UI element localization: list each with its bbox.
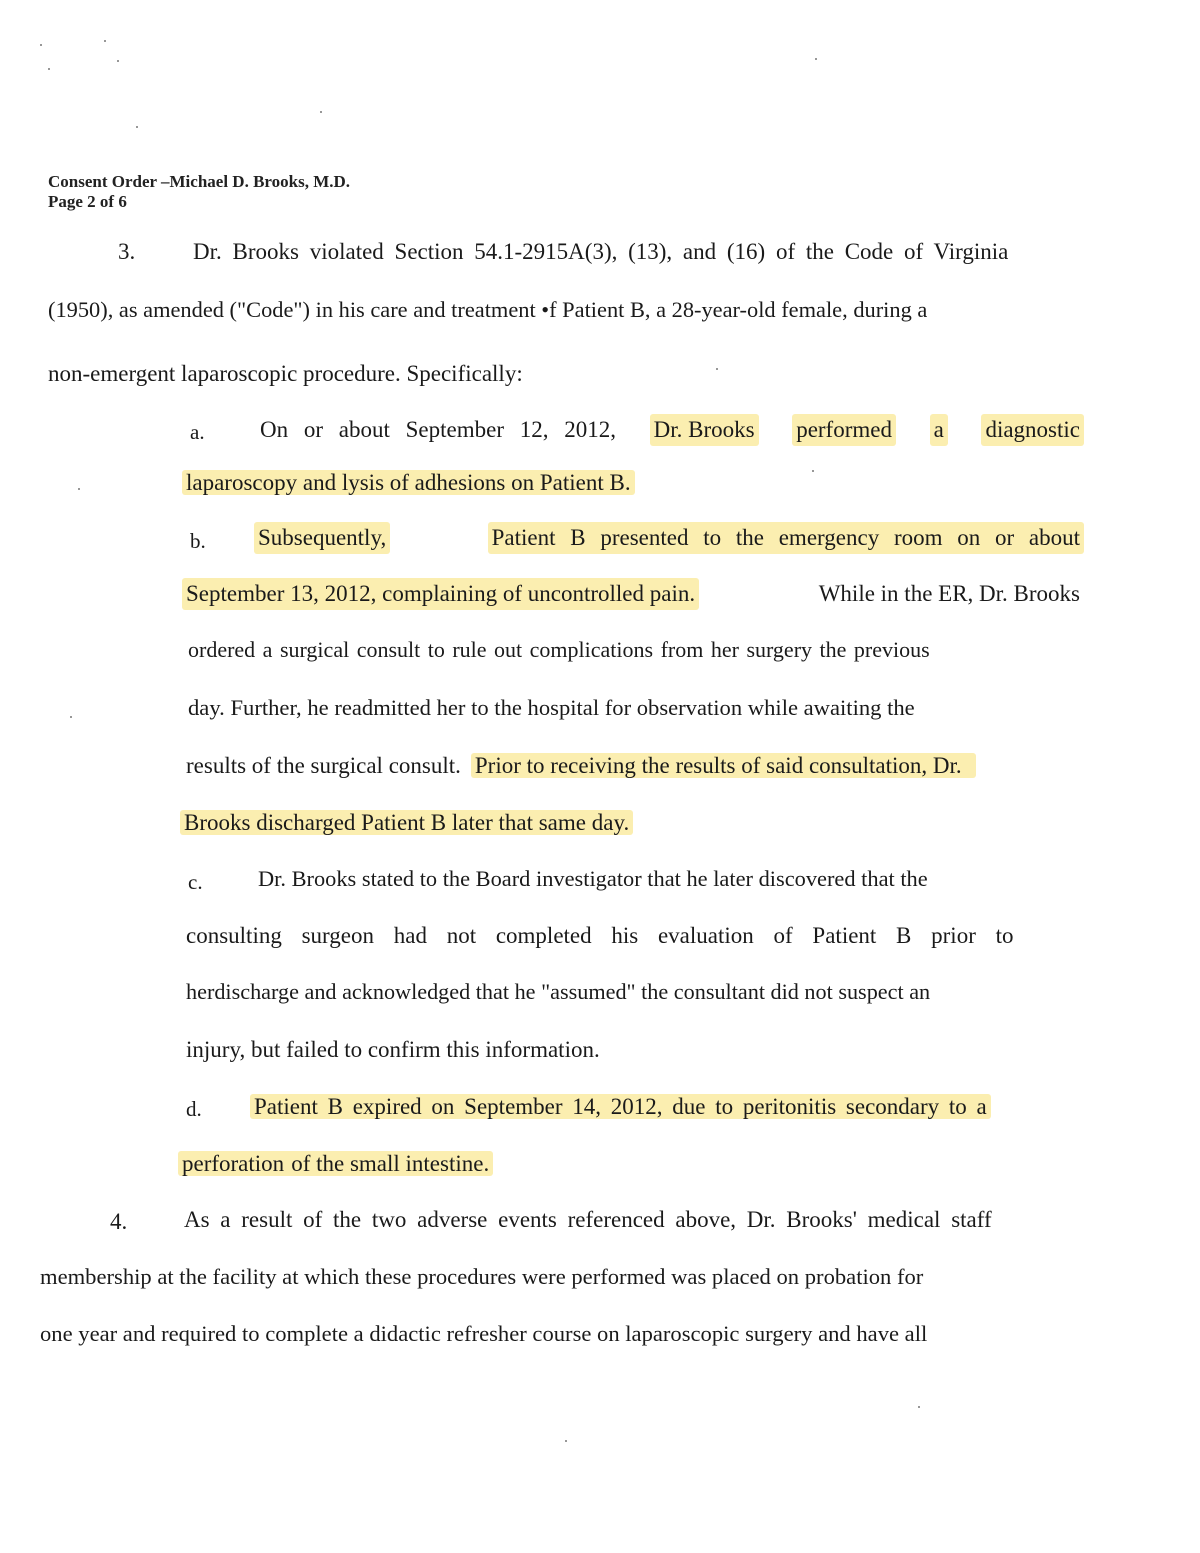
scan-speck bbox=[78, 488, 80, 490]
item-c-label: c. bbox=[188, 870, 203, 894]
item-b-line-1 bbox=[254, 522, 1084, 554]
item-b-line-3: ordered a surgical consult to rule out complications from her surgery the previous bbox=[188, 637, 930, 662]
para4-line-1: As a result of the two adverse events referenced above, Dr. Brooks' medical staff bbox=[184, 1207, 992, 1232]
item-b-highlight-4: Prior to receiving the results of said consultation, Dr. bbox=[471, 753, 976, 778]
scan-speck bbox=[918, 1406, 920, 1408]
para4-line-3: one year and required to complete a didactic refresher course on laparoscopic surgery and have all bbox=[40, 1321, 928, 1346]
item-d-highlight-2: perforation bbox=[178, 1151, 287, 1176]
item-c-line-3: herdischarge and acknowledged that he "assumed" the consultant did not suspect an bbox=[186, 979, 931, 1004]
item-a-highlight-5: laparoscopy and lysis of adhesions on Patient B. bbox=[182, 470, 635, 495]
item-a-highlight-2: performed bbox=[792, 414, 896, 446]
scan-speck bbox=[117, 60, 119, 62]
para4-number: 4. bbox=[110, 1209, 128, 1234]
header-title: Consent Order –Michael D. Brooks, M.D. bbox=[48, 172, 351, 191]
item-b-line-4: day. Further, he readmitted her to the hospital for observation while awaiting the bbox=[188, 695, 915, 720]
item-d-highlight-1: Patient B expired on September 14, 2012, due to peritonitis secondary to a bbox=[250, 1094, 991, 1119]
item-b-label: b. bbox=[190, 529, 206, 553]
scan-speck bbox=[136, 126, 138, 128]
item-a-line-2 bbox=[182, 467, 635, 499]
item-b-line-2 bbox=[182, 578, 1080, 610]
item-b-line-5 bbox=[186, 750, 976, 782]
scan-speck bbox=[716, 368, 718, 370]
scan-speck bbox=[815, 58, 817, 60]
scan-speck bbox=[812, 470, 814, 472]
para3-line-2: (1950), as amended ("Code") in his care and treatment •f Patient B, a 28-year-old female, during a bbox=[48, 297, 928, 322]
item-d-line-2 bbox=[178, 1148, 493, 1180]
scan-speck bbox=[104, 40, 106, 42]
item-d-line-1 bbox=[250, 1091, 991, 1123]
para3-line-3: non-emergent laparoscopic procedure. Specifically: bbox=[48, 361, 523, 386]
item-b-highlight-3: September 13, 2012, complaining of uncontrolled pain. bbox=[182, 578, 699, 610]
item-b-highlight-1: Subsequently, bbox=[254, 522, 390, 554]
para3-number: 3. bbox=[118, 239, 136, 264]
item-b-highlight-5: Brooks discharged Patient B later that same day. bbox=[180, 810, 633, 835]
scan-speck bbox=[40, 44, 42, 46]
item-a-highlight-3: a bbox=[930, 414, 948, 446]
item-a-line-1 bbox=[260, 414, 1084, 446]
para3-line-1 bbox=[193, 236, 1081, 268]
item-c-line-4: injury, but failed to confirm this information. bbox=[186, 1037, 600, 1062]
scan-speck bbox=[70, 716, 72, 718]
item-a-label: a. bbox=[190, 420, 205, 444]
item-b-line-6 bbox=[180, 807, 633, 839]
para4-line-2: membership at the facility at which these procedures were performed was placed on probation for bbox=[40, 1264, 924, 1289]
item-a-highlight-1: Dr. Brooks bbox=[650, 414, 759, 446]
item-d-label: d. bbox=[186, 1097, 202, 1121]
scan-speck bbox=[565, 1440, 567, 1442]
scan-speck bbox=[320, 111, 322, 113]
item-a-date-text: On or about September 12, 2012, bbox=[260, 417, 616, 442]
para3-line-1-text: Dr. Brooks violated Section 54.1-2915A(3), (13), and (16) of the Code of Virginia bbox=[193, 239, 1009, 264]
item-b-er-text: While in the ER, Dr. Brooks bbox=[818, 581, 1080, 606]
item-b-consult-text: results of the surgical consult. bbox=[186, 753, 461, 778]
header-page-number: Page 2 of 6 bbox=[48, 192, 127, 211]
item-c-line-2: consulting surgeon had not completed his evaluation of Patient B prior to bbox=[186, 923, 1014, 948]
item-b-highlight-2: Patient B presented to the emergency room on or about bbox=[488, 522, 1084, 554]
item-c-line-1: Dr. Brooks stated to the Board investigator that he later discovered that the bbox=[258, 866, 928, 891]
scan-speck bbox=[48, 68, 50, 70]
item-d-highlight-3: of the small intestine. bbox=[287, 1151, 493, 1176]
document-header bbox=[48, 172, 350, 212]
item-a-highlight-4: diagnostic bbox=[981, 414, 1084, 446]
